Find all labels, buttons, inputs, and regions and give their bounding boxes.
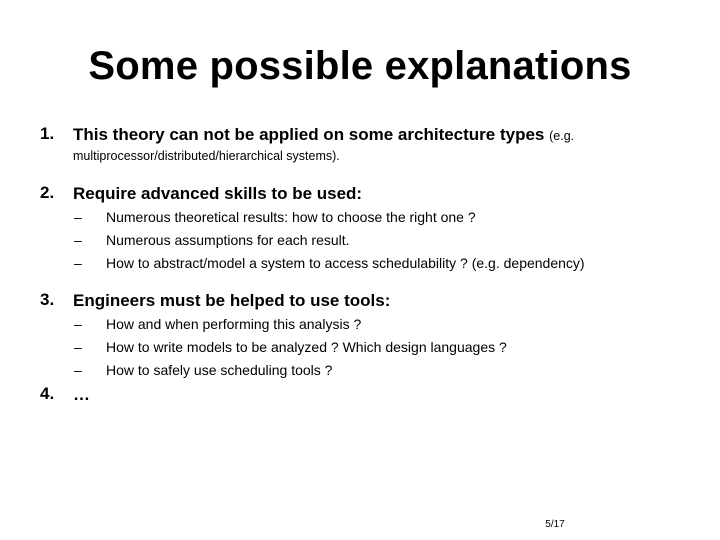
dash-bullet: – <box>74 209 82 225</box>
slide-title: Some possible explanations <box>88 44 632 88</box>
list-number: 1. <box>40 124 55 143</box>
dash-bullet: – <box>74 339 82 355</box>
sublist-item: – How and when performing this analysis ? <box>74 313 694 336</box>
list-item-1 <box>40 124 700 165</box>
page-number: 5/17 <box>545 519 565 530</box>
list-number: 4. <box>40 384 55 403</box>
sublist-2 <box>74 206 694 275</box>
dash-bullet: – <box>74 255 82 271</box>
list-item-3 <box>40 290 700 312</box>
sublist-item: – How to abstract/model a system to access schedulability ? (e.g. dependency) <box>74 252 694 275</box>
dash-bullet: – <box>74 316 82 332</box>
list-item-note-continuation: multiprocessor/distributed/hierarchical systems). <box>73 149 340 163</box>
sublist-3 <box>74 313 694 382</box>
list-item-4 <box>40 384 700 406</box>
list-item-text: Engineers must be helped to use tools: <box>73 291 391 310</box>
sublist-item: – How to safely use scheduling tools ? <box>74 359 694 382</box>
list-item-2 <box>40 183 700 205</box>
list-number: 3. <box>40 290 55 309</box>
list-number: 2. <box>40 183 55 202</box>
sublist-item: – Numerous assumptions for each result. <box>74 229 694 252</box>
dash-bullet: – <box>74 232 82 248</box>
list-item-text: Require advanced skills to be used: <box>73 184 363 203</box>
list-item-note: (e.g. <box>549 129 575 143</box>
dash-bullet: – <box>74 362 82 378</box>
list-item-text: This theory can not be applied on some architecture types <box>73 125 545 144</box>
list-item-text: … <box>73 385 90 404</box>
sublist-item: – Numerous theoretical results: how to choose the right one ? <box>74 206 694 229</box>
sublist-item: – How to write models to be analyzed ? Which design languages ? <box>74 336 694 359</box>
